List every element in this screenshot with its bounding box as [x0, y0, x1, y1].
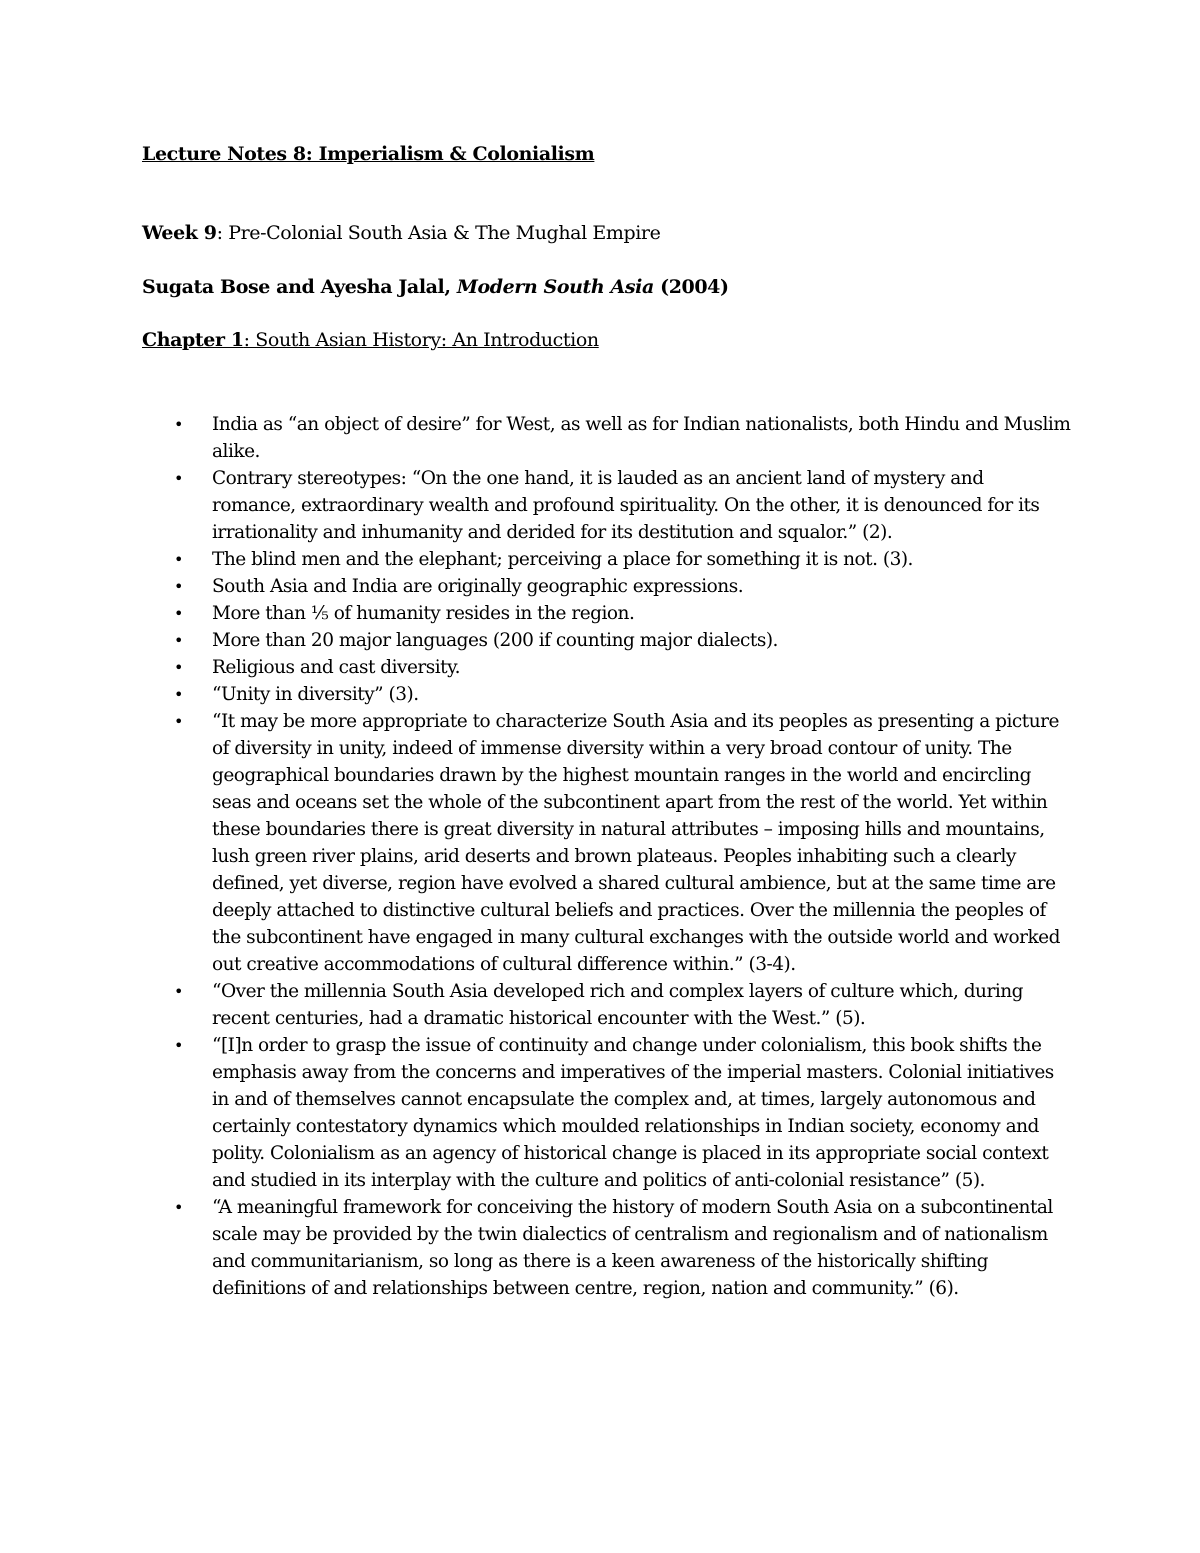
- list-item: [142, 627, 1072, 654]
- list-item: [142, 600, 1072, 627]
- chapter-title: : South Asian History: An Introduction: [243, 329, 599, 351]
- chapter-heading: [142, 329, 599, 351]
- list-item: [142, 1194, 1072, 1302]
- list-item: [142, 573, 1072, 600]
- list-item: [142, 411, 1072, 465]
- list-item: [142, 465, 1072, 546]
- reading-citation: [142, 276, 729, 298]
- list-item: [142, 546, 1072, 573]
- bullet-icon: •: [174, 550, 183, 569]
- reading-book-title: Modern South Asia: [456, 276, 654, 298]
- bullet-icon: •: [174, 982, 183, 1001]
- document-title: Lecture Notes 8: Imperialism & Colonialism: [142, 143, 595, 165]
- list-item-text: “Unity in diversity” (3).: [212, 684, 419, 705]
- bullet-icon: •: [174, 415, 183, 434]
- bullet-icon: •: [174, 658, 183, 677]
- week-label: Week 9: [142, 222, 217, 244]
- list-item-text: Contrary stereotypes: “On the one hand, it is lauded as an ancient land of mystery and romance, extraordinary wealth and profound spirituality. On the other, it is denounced for its irrationality and inhumanity and derided for its destitution and squalor.” (2).: [212, 468, 1040, 543]
- list-item: [142, 654, 1072, 681]
- list-item-text: “[I]n order to grasp the issue of continuity and change under colonialism, this book shifts the emphasis away from the concerns and imperatives of the imperial masters. Colonial initiatives in and of themselves cannot encapsulate the complex and, at times, largely autonomous and certainly contestatory dynamics which moulded relationships in Indian society, economy and polity. Colonialism as an agency of historical change is placed in its appropriate social context and studied in its interplay with the culture and politics of anti-colonial resistance” (5).: [212, 1035, 1054, 1191]
- list-item: [142, 1032, 1072, 1194]
- bullet-icon: •: [174, 1198, 183, 1217]
- list-item-text: South Asia and India are originally geographic expressions.: [212, 576, 744, 597]
- list-item-text: “It may be more appropriate to characterize South Asia and its peoples as presenting a picture of diversity in unity, indeed of immense diversity within a very broad contour of unity. The geographical boundaries drawn by the highest mountain ranges in the world and encircling seas and oceans set the whole of the subcontinent apart from the rest of the world. Yet within these boundaries there is great diversity in natural attributes – imposing hills and mountains, lush green river plains, arid deserts and brown plateaus. Peoples inhabiting such a clearly defined, yet diverse, region have evolved a shared cultural ambience, but at the same time are deeply attached to distinctive cultural beliefs and practices. Over the millennia the peoples of the subcontinent have engaged in many cultural exchanges with the outside world and worked out creative accommodations of cultural difference within.” (3-4).: [212, 711, 1060, 975]
- list-item: [142, 681, 1072, 708]
- bullet-icon: •: [174, 685, 183, 704]
- list-item-text: More than 20 major languages (200 if counting major dialects).: [212, 630, 778, 651]
- bullet-icon: •: [174, 1036, 183, 1055]
- notes-list: [142, 411, 1072, 1302]
- list-item-text: “Over the millennia South Asia developed rich and complex layers of culture which, during recent centuries, had a dramatic historical encounter with the West.” (5).: [212, 981, 1023, 1029]
- bullet-icon: •: [174, 469, 183, 488]
- bullet-icon: •: [174, 712, 183, 731]
- week-topic: : Pre-Colonial South Asia & The Mughal Empire: [216, 222, 661, 244]
- list-item-text: “A meaningful framework for conceiving the history of modern South Asia on a subcontinental scale may be provided by the twin dialectics of centralism and regionalism and of nationalism and communitarianism, so long as there is a keen awareness of the historically shifting definitions of and relationships between centre, region, nation and community.” (6).: [212, 1197, 1053, 1299]
- list-item-text: The blind men and the elephant; perceiving a place for something it is not. (3).: [212, 549, 913, 570]
- reading-year: (2004): [653, 276, 729, 298]
- list-item: [142, 708, 1072, 978]
- chapter-label: Chapter 1: [142, 329, 244, 351]
- bullet-icon: •: [174, 577, 183, 596]
- week-heading: [142, 222, 660, 244]
- list-item-text: India as “an object of desire” for West, as well as for Indian nationalists, both Hindu and Muslim alike.: [212, 414, 1071, 462]
- list-item-text: Religious and cast diversity.: [212, 657, 460, 678]
- bullet-icon: •: [174, 631, 183, 650]
- list-item-text: More than ⅕ of humanity resides in the region.: [212, 603, 635, 624]
- list-item: [142, 978, 1072, 1032]
- bullet-icon: •: [174, 604, 183, 623]
- reading-authors: Sugata Bose and Ayesha Jalal,: [142, 276, 457, 298]
